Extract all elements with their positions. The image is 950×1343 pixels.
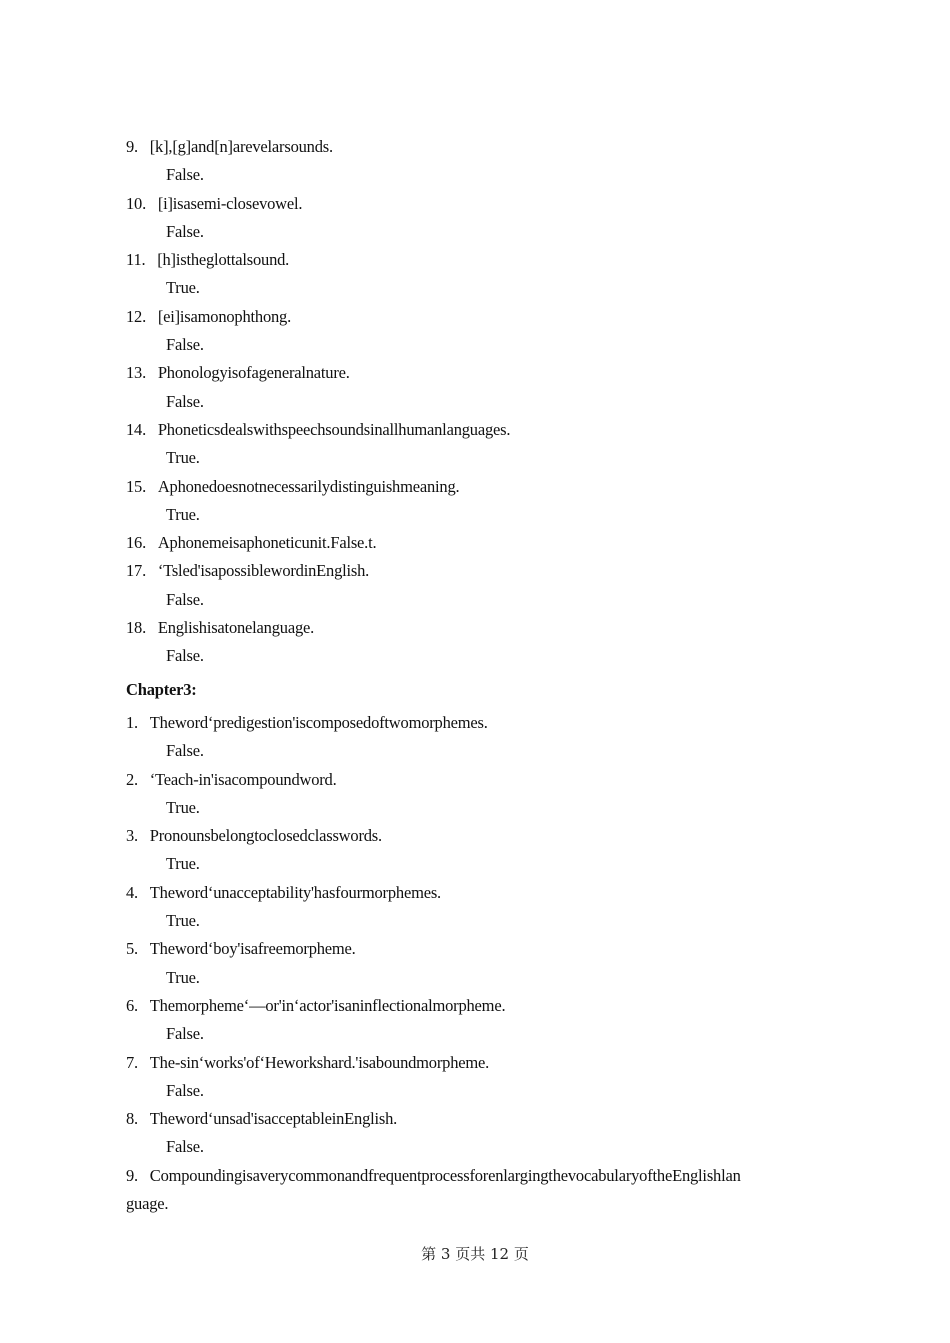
chapter2-question-list xyxy=(126,133,826,671)
answer-text: False. xyxy=(166,589,204,609)
question-line xyxy=(126,359,826,387)
question-number: 5. xyxy=(126,939,138,959)
answer-text: False. xyxy=(166,391,204,411)
question-item xyxy=(126,879,826,936)
question-item xyxy=(126,822,826,879)
question-item xyxy=(126,529,826,557)
question-item xyxy=(126,246,826,303)
question-item xyxy=(126,766,826,823)
question-text: CompoundingisaverycommonandfrequentprocessforenlargingthevocabularyoftheEnglishlan xyxy=(149,1165,741,1185)
question-item xyxy=(126,133,826,190)
question-text: ‘Teach-in'isacompoundword. xyxy=(149,769,337,789)
question-line xyxy=(126,416,826,444)
question-line xyxy=(126,1049,826,1077)
question-text: Englishisatonelanguage. xyxy=(157,618,315,638)
question-number: 9. xyxy=(126,1165,138,1185)
answer-text: False. xyxy=(166,335,204,355)
question-number: 1. xyxy=(126,712,138,732)
question-line xyxy=(126,246,826,274)
answer-text: True. xyxy=(166,797,200,817)
chapter3-question-list xyxy=(126,709,826,1162)
question-number: 16. xyxy=(126,533,147,553)
page-footer: 第 3 页共 12 页 xyxy=(421,1245,529,1263)
question-text-line xyxy=(126,1162,826,1190)
question-text: Phonologyisofageneralnature. xyxy=(157,363,350,383)
answer-text: False. xyxy=(166,741,204,761)
question-number: 2. xyxy=(126,769,138,789)
question-line xyxy=(126,190,826,218)
question-item xyxy=(126,935,826,992)
question-line xyxy=(126,992,826,1020)
question-line xyxy=(126,822,826,850)
question-text: Phoneticsdealswithspeechsoundsinallhumanlanguages. xyxy=(157,419,511,439)
question-text: Theword‘unacceptability'hasfourmorphemes. xyxy=(149,882,441,902)
question-line xyxy=(126,935,826,963)
question-item xyxy=(126,416,826,473)
question-line xyxy=(126,709,826,737)
question-item xyxy=(126,614,826,671)
question-line xyxy=(126,614,826,642)
question-item xyxy=(126,557,826,614)
question-number: 15. xyxy=(126,476,147,496)
question-item xyxy=(126,1105,826,1162)
question-item xyxy=(126,992,826,1049)
question-line xyxy=(126,473,826,501)
answer-text: True. xyxy=(166,278,200,298)
question-number: 17. xyxy=(126,561,147,581)
question-item xyxy=(126,190,826,247)
question-number: 3. xyxy=(126,826,138,846)
question-text: [h]istheglottalsound. xyxy=(157,250,290,270)
question-line xyxy=(126,879,826,907)
question-item xyxy=(126,1049,826,1106)
question-text: Theword‘unsad'isacceptableinEnglish. xyxy=(149,1109,398,1129)
question-number: 7. xyxy=(126,1052,138,1072)
answer-text: False. xyxy=(166,1024,204,1044)
answer-text: True. xyxy=(166,854,200,874)
question-number: 4. xyxy=(126,882,138,902)
question-number: 11. xyxy=(126,250,146,270)
question-line xyxy=(126,1105,826,1133)
question-text: Pronounsbelongtoclosedclasswords. xyxy=(149,826,382,846)
question-text: Theword‘boy'isafreemorpheme. xyxy=(149,939,356,959)
question-number: 10. xyxy=(126,193,147,213)
document-content xyxy=(126,133,826,1218)
question-text: Aphonedoesnotnecessarilydistinguishmeaning. xyxy=(157,476,460,496)
question-text: Themorpheme‘—or'in‘actor'isaninflectionalmorpheme. xyxy=(149,995,506,1015)
answer-text: True. xyxy=(166,911,200,931)
question-text-continuation: guage. xyxy=(126,1193,169,1213)
question-text: ‘Tsled'isapossiblewordinEnglish. xyxy=(157,561,370,581)
answer-text: False. xyxy=(166,165,204,185)
answer-text: False. xyxy=(166,1080,204,1100)
question-line xyxy=(126,557,826,585)
answer-text: False. xyxy=(166,221,204,241)
answer-text: True. xyxy=(166,504,200,524)
question-item xyxy=(126,359,826,416)
question-number: 14. xyxy=(126,419,147,439)
answer-text: True. xyxy=(166,448,200,468)
question-number: 13. xyxy=(126,363,147,383)
question-line xyxy=(126,133,826,161)
chapter3-heading: Chapter3: xyxy=(126,679,197,699)
question-number: 6. xyxy=(126,995,138,1015)
question-text: Aphonemeisaphoneticunit.False.t. xyxy=(157,533,377,553)
question-item xyxy=(126,1162,826,1219)
question-item xyxy=(126,473,826,530)
question-text: The-sin‘works'of‘Heworkshard.'isaboundmorpheme. xyxy=(149,1052,490,1072)
question-text: [k],[g]and[n]arevelarsounds. xyxy=(149,137,333,156)
answer-text: False. xyxy=(166,646,204,666)
question-number: 9. xyxy=(126,137,138,156)
question-item xyxy=(126,303,826,360)
answer-text: True. xyxy=(166,967,200,987)
question-text: [i]isasemi-closevowel. xyxy=(157,193,303,213)
question-line xyxy=(126,529,826,557)
question-text: Theword‘predigestion'iscomposedoftwomorphemes. xyxy=(149,712,488,732)
question-item xyxy=(126,709,826,766)
question-text: [ei]isamonophthong. xyxy=(157,306,292,326)
question-line xyxy=(126,766,826,794)
question-number: 18. xyxy=(126,618,147,638)
question-number: 8. xyxy=(126,1109,138,1129)
question-number: 12. xyxy=(126,306,147,326)
question-line xyxy=(126,303,826,331)
answer-text: False. xyxy=(166,1137,204,1157)
